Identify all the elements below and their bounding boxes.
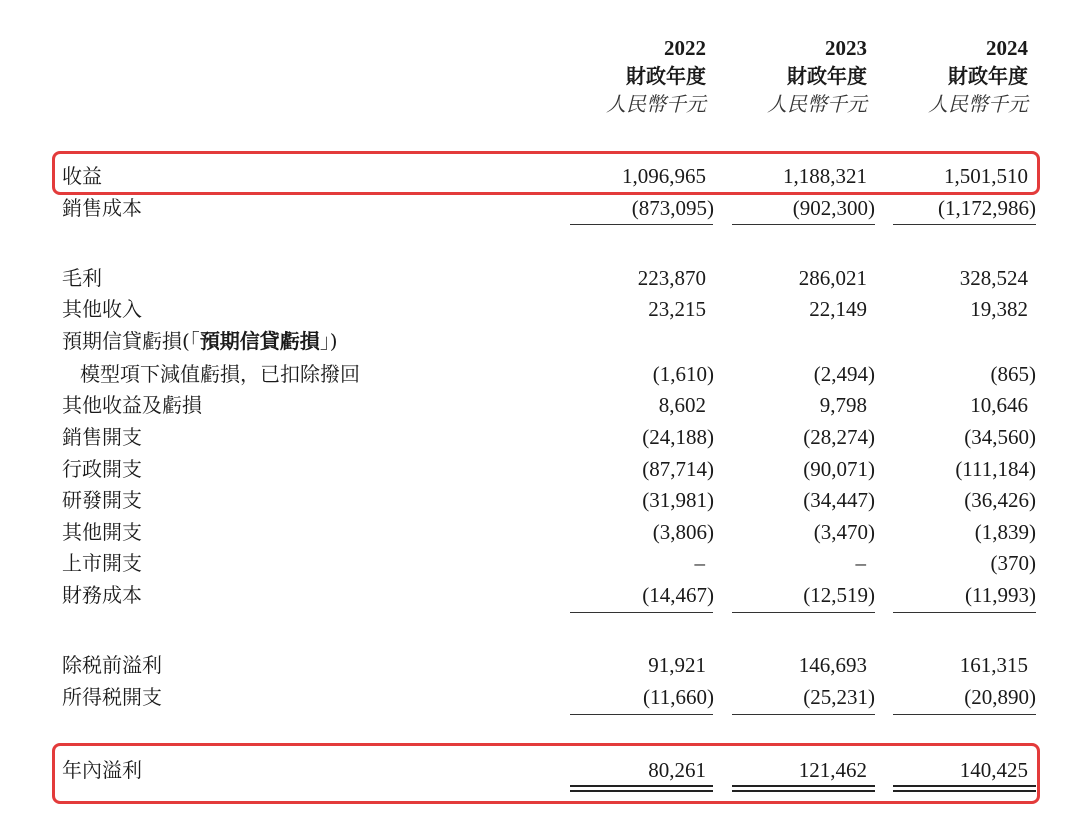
row-label: 其他收入 — [62, 297, 142, 321]
value-2023: (34,447) — [803, 488, 875, 512]
subtotal-rule — [570, 224, 713, 225]
table-row-impairment-losses — [0, 359, 1080, 389]
value-2023: 9,798 — [819, 393, 867, 417]
profit-highlight-box — [52, 743, 1040, 804]
row-label: 除税前溢利 — [62, 653, 162, 677]
value-2024: (370) — [990, 551, 1036, 575]
row-label: 年內溢利 — [62, 758, 142, 782]
unit-label: 人民幣千元 — [928, 92, 1028, 116]
value-2023: (902,300) — [792, 196, 875, 220]
value-2023: (2,494) — [813, 362, 875, 386]
table-row-listing-expenses — [0, 548, 1080, 578]
value-2024: 328,524 — [959, 266, 1028, 290]
value-2023: – — [855, 551, 866, 575]
row-label: 研發開支 — [62, 488, 142, 512]
row-label: 行政開支 — [62, 457, 142, 481]
value-2024: (34,560) — [964, 425, 1036, 449]
column-header-2023 — [730, 34, 867, 118]
value-2022: 1,096,965 — [622, 164, 706, 188]
year-label: 2024 — [986, 36, 1028, 60]
value-2022: 23,215 — [648, 297, 706, 321]
value-2022: 91,921 — [648, 653, 706, 677]
value-2024: 140,425 — [959, 758, 1028, 782]
table-row-selling-expenses — [0, 422, 1080, 452]
value-2022: (14,467) — [642, 583, 714, 607]
row-label: 模型項下減值虧損，已扣除撥回 — [80, 362, 360, 386]
value-2024: 161,315 — [959, 653, 1028, 677]
row-label: 銷售開支 — [62, 425, 142, 449]
value-2024: (36,426) — [964, 488, 1036, 512]
table-row-ecl-heading — [0, 326, 1080, 356]
value-2024: (20,890) — [964, 685, 1036, 709]
value-2024: (1,839) — [974, 520, 1036, 544]
row-label: 財務成本 — [62, 583, 142, 607]
value-2023: 146,693 — [798, 653, 867, 677]
subtotal-rule — [732, 714, 875, 715]
row-label: 毛利 — [62, 266, 102, 290]
value-2022: (24,188) — [642, 425, 714, 449]
value-2024: 10,646 — [970, 393, 1028, 417]
table-row-other-gains-losses — [0, 390, 1080, 420]
row-label: 收益 — [62, 164, 102, 188]
unit-label: 人民幣千元 — [606, 92, 706, 116]
column-header-2024 — [890, 34, 1028, 118]
value-2023: (3,470) — [813, 520, 875, 544]
fiscal-year-label: 財政年度 — [948, 64, 1028, 88]
value-2022: (1,610) — [652, 362, 714, 386]
value-2024: (1,172,986) — [938, 196, 1036, 220]
table-row-admin-expenses — [0, 454, 1080, 484]
subtotal-rule — [893, 612, 1036, 613]
fiscal-year-label: 財政年度 — [787, 64, 867, 88]
value-2022: (3,806) — [652, 520, 714, 544]
row-label: 預期信貸虧損(「預期信貸虧損」) — [62, 329, 338, 353]
value-2023: 22,149 — [809, 297, 867, 321]
table-row-finance-costs — [0, 580, 1080, 610]
subtotal-rule — [893, 714, 1036, 715]
row-label: 所得税開支 — [62, 685, 162, 709]
subtotal-rule — [732, 224, 875, 225]
column-header-2022 — [570, 34, 706, 118]
table-row-other-income — [0, 294, 1080, 324]
value-2023: (25,231) — [803, 685, 875, 709]
value-2022: – — [694, 551, 705, 575]
row-label: 其他開支 — [62, 520, 142, 544]
table-row-profit-before-tax — [0, 650, 1080, 680]
row-label: 上市開支 — [62, 551, 142, 575]
value-2023: 121,462 — [798, 758, 867, 782]
value-2024: (865) — [990, 362, 1036, 386]
value-2023: (28,274) — [803, 425, 875, 449]
value-2022: 80,261 — [648, 758, 706, 782]
value-2024: 19,382 — [970, 297, 1028, 321]
table-row-rd-expenses — [0, 485, 1080, 515]
subtotal-rule — [732, 612, 875, 613]
revenue-highlight-box — [52, 151, 1040, 195]
row-label: 其他收益及虧損 — [62, 393, 202, 417]
subtotal-rule — [893, 224, 1036, 225]
table-row-gross-profit — [0, 263, 1080, 293]
value-2022: 8,602 — [658, 393, 706, 417]
unit-label: 人民幣千元 — [767, 92, 867, 116]
value-2022: (31,981) — [642, 488, 714, 512]
value-2023: (90,071) — [803, 457, 875, 481]
year-label: 2023 — [825, 36, 867, 60]
value-2022: 223,870 — [637, 266, 706, 290]
value-2024: (11,993) — [965, 583, 1036, 607]
table-row-other-expenses — [0, 517, 1080, 547]
value-2024: 1,501,510 — [944, 164, 1028, 188]
value-2024: (111,184) — [955, 457, 1036, 481]
value-2022: (11,660) — [643, 685, 714, 709]
year-label: 2022 — [664, 36, 706, 60]
value-2022: (873,095) — [631, 196, 714, 220]
row-label: 銷售成本 — [62, 196, 142, 220]
subtotal-rule — [570, 612, 713, 613]
value-2023: 1,188,321 — [783, 164, 867, 188]
value-2022: (87,714) — [642, 457, 714, 481]
fiscal-year-label: 財政年度 — [626, 64, 706, 88]
value-2023: (12,519) — [803, 583, 875, 607]
subtotal-rule — [570, 714, 713, 715]
value-2023: 286,021 — [798, 266, 867, 290]
table-row-cost-of-sales — [0, 193, 1080, 223]
table-row-income-tax — [0, 682, 1080, 712]
